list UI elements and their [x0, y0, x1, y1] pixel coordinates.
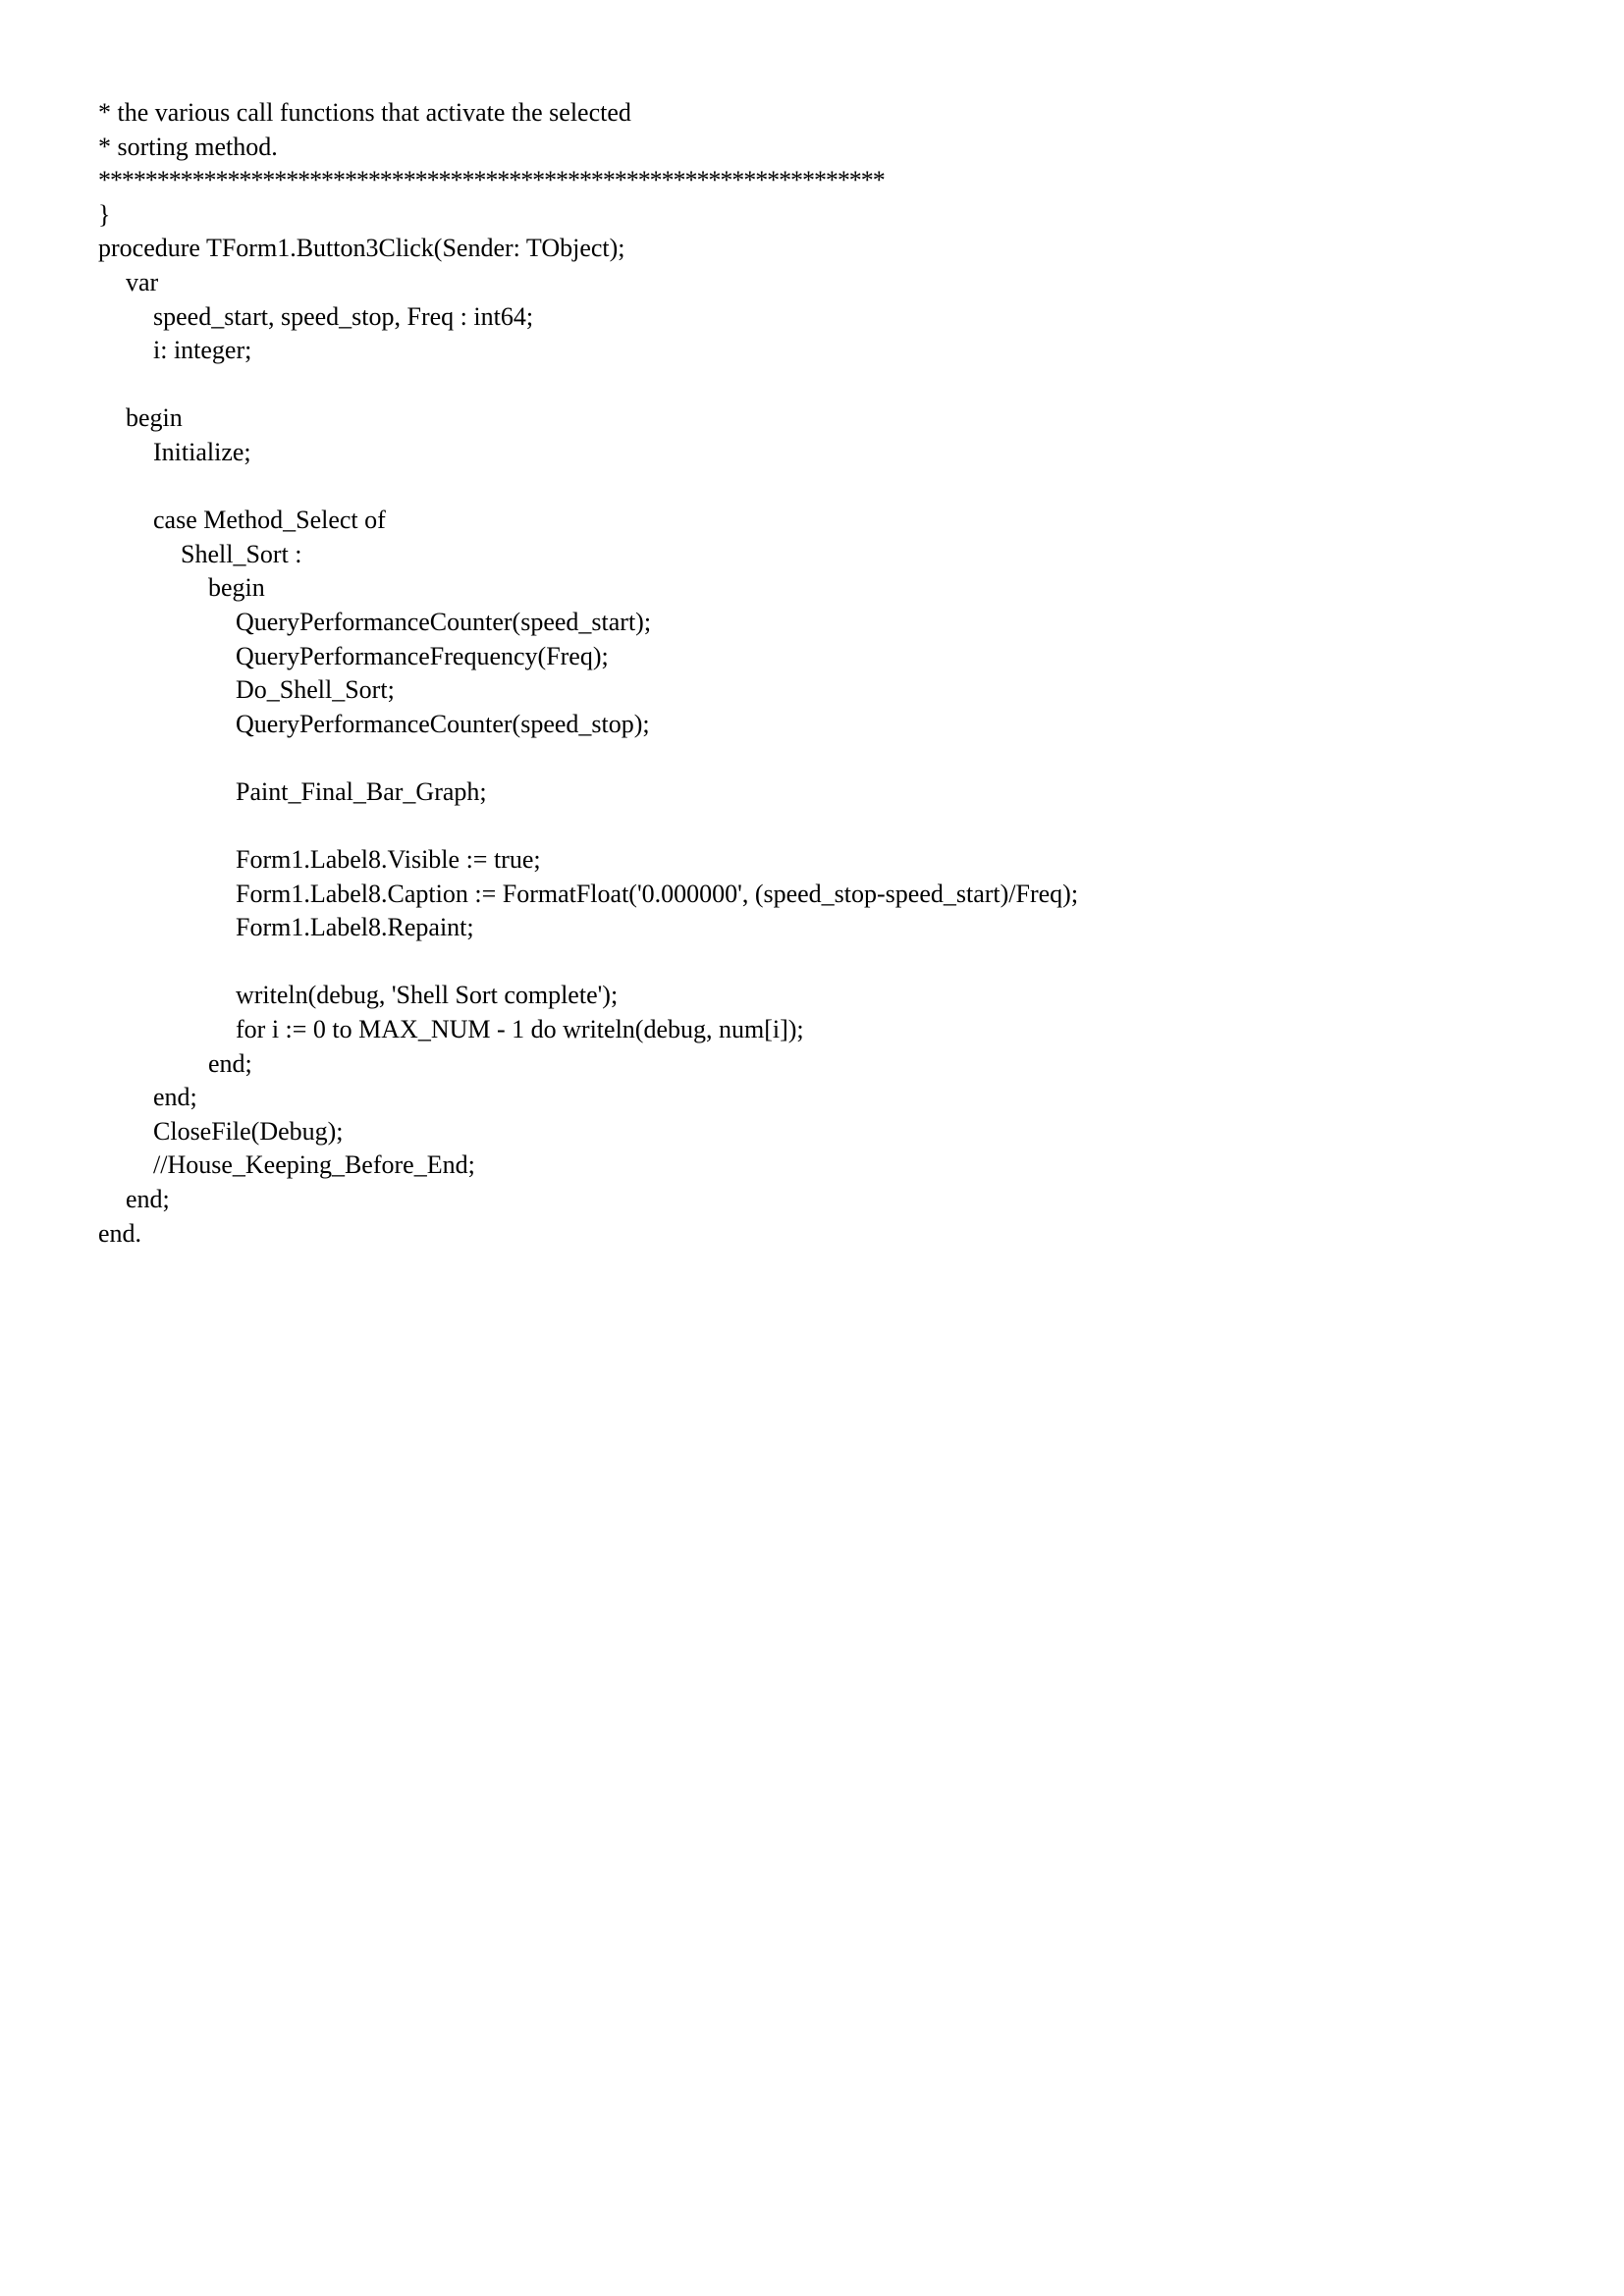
procedure-header: procedure TForm1.Button3Click(Sender: TObject); — [98, 234, 625, 263]
code-statement: QueryPerformanceFrequency(Freq); — [236, 641, 609, 670]
case-statement: case Method_Select of — [153, 506, 386, 535]
code-statement: QueryPerformanceCounter(speed_stop); — [236, 709, 650, 738]
blank-line — [98, 945, 1551, 980]
code-statement: Form1.Label8.Repaint; — [236, 913, 474, 942]
code-statement: for i := 0 to MAX_NUM - 1 do writeln(debug, num[i]); — [236, 1015, 804, 1044]
code-listing — [98, 96, 1551, 1251]
begin-keyword: begin — [208, 573, 265, 603]
case-label: Shell_Sort : — [181, 539, 302, 568]
comment-line: * the various call functions that activate the selected — [98, 98, 631, 127]
comment-divider: ******************************************************************* — [98, 166, 885, 195]
var-declaration: i: integer; — [153, 336, 252, 365]
code-statement: Do_Shell_Sort; — [236, 675, 395, 705]
code-comment: //House_Keeping_Before_End; — [153, 1150, 475, 1180]
code-statement: Form1.Label8.Visible := true; — [236, 845, 541, 875]
var-declaration: speed_start, speed_stop, Freq : int64; — [153, 301, 534, 331]
blank-line — [98, 741, 1551, 775]
code-statement: QueryPerformanceCounter(speed_start); — [236, 607, 652, 636]
end-keyword: end; — [208, 1048, 252, 1078]
code-statement: CloseFile(Debug); — [153, 1116, 344, 1146]
comment-close-brace: } — [98, 199, 111, 229]
code-statement: Initialize; — [153, 437, 251, 466]
end-keyword: end. — [98, 1218, 142, 1248]
end-keyword: end; — [153, 1083, 197, 1112]
blank-line — [98, 368, 1551, 402]
end-keyword: end; — [126, 1185, 170, 1213]
code-statement: Paint_Final_Bar_Graph; — [236, 776, 487, 806]
blank-line — [98, 809, 1551, 843]
blank-line — [98, 470, 1551, 505]
begin-keyword: begin — [126, 403, 183, 433]
comment-line: * sorting method. — [98, 132, 278, 161]
code-statement: writeln(debug, 'Shell Sort complete'); — [236, 981, 619, 1010]
var-keyword: var — [126, 267, 159, 296]
code-statement: Form1.Label8.Caption := FormatFloat('0.000000', (speed_stop-speed_start)/Freq); — [236, 879, 1079, 908]
